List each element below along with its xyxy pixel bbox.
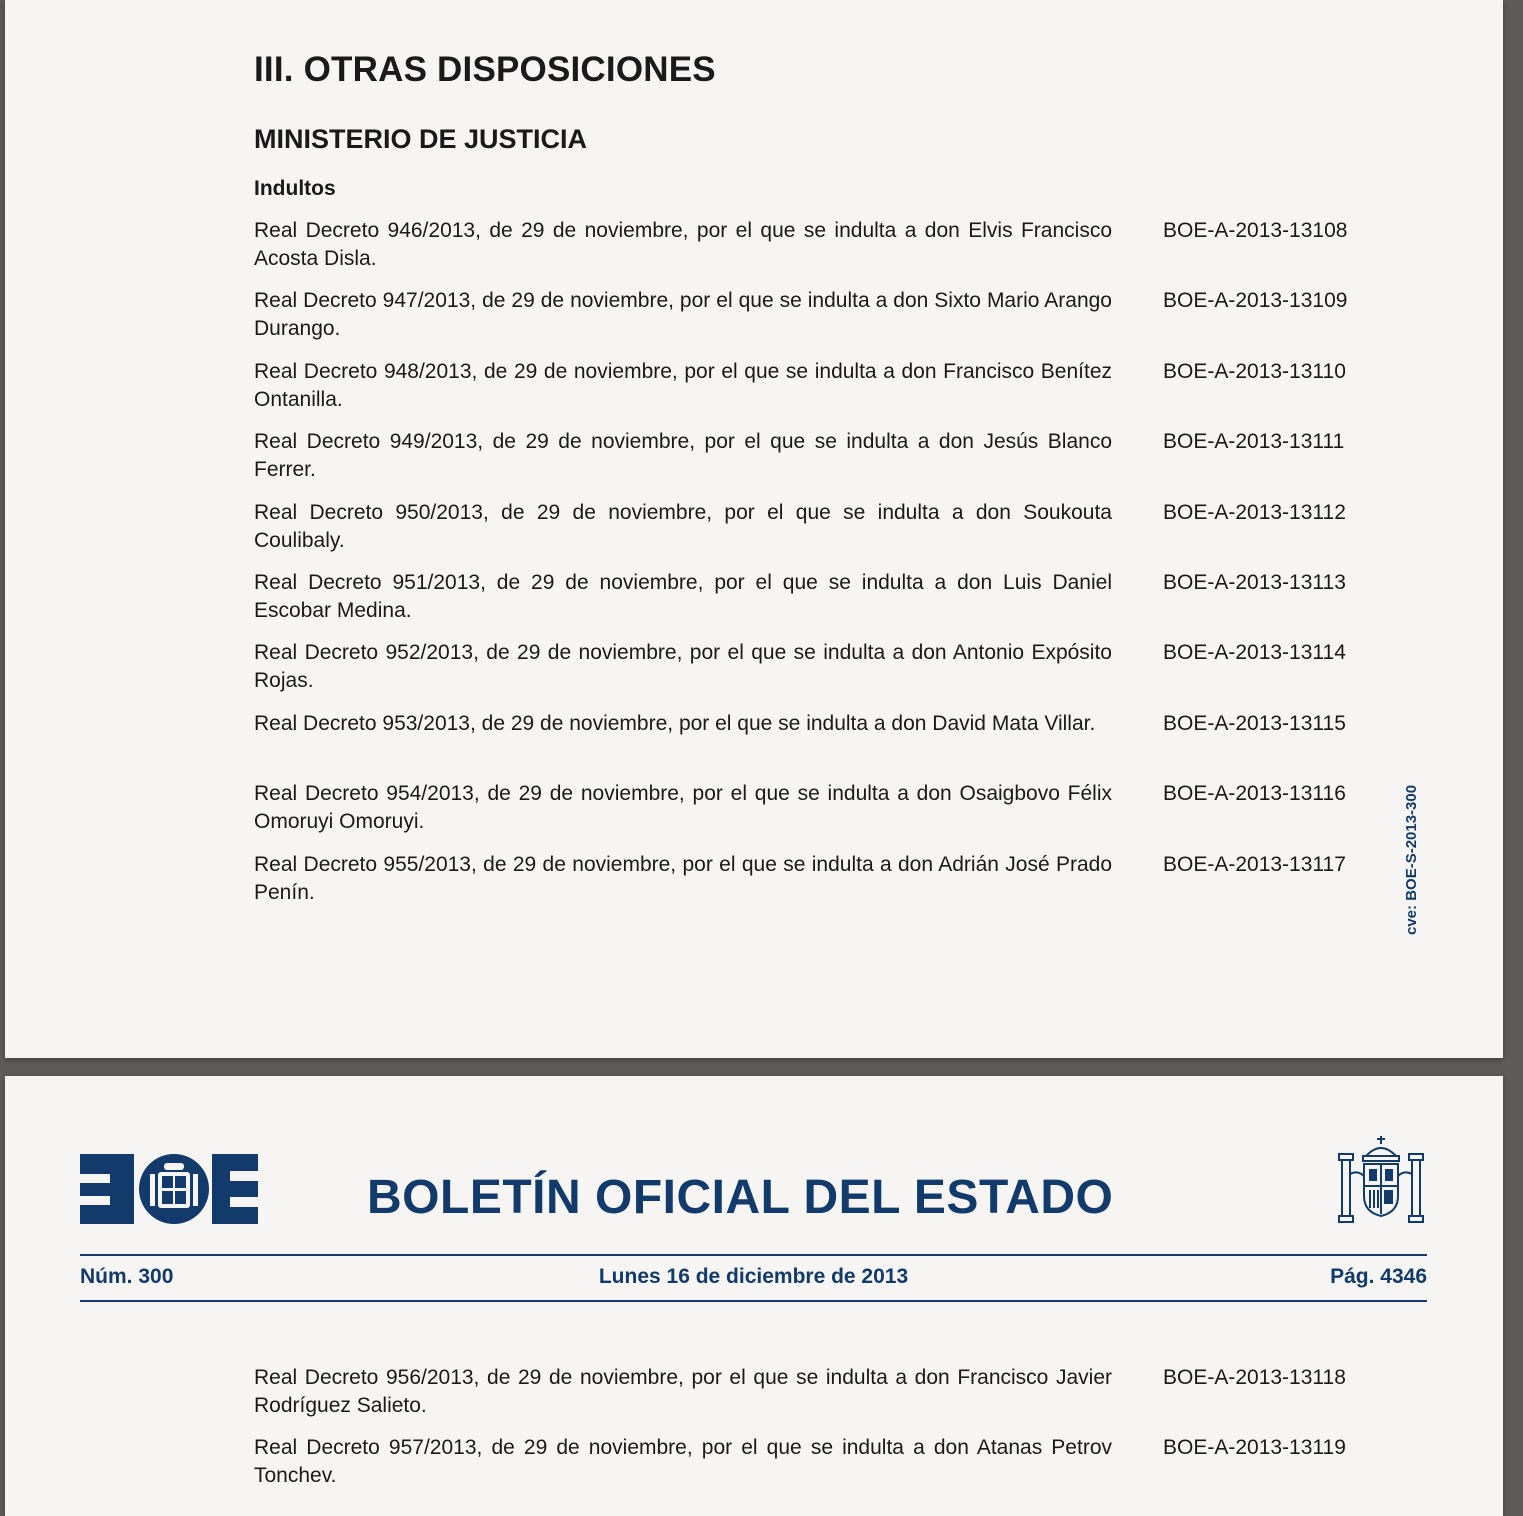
gazette-header-line [80, 1265, 1427, 1291]
decree-entry [254, 499, 1374, 569]
decree-text: Real Decreto 946/2013, de 29 de noviembre, por el que se indulta a don Elvis Francisco Acosta Disla. [254, 219, 1112, 270]
decree-list [254, 1364, 1374, 1505]
decree-text: Real Decreto 948/2013, de 29 de noviembre, por el que se indulta a don Francisco Benítez Ontanilla. [254, 359, 1112, 411]
gazette-title: BOLETÍN OFICIAL DEL ESTADO [367, 1171, 1114, 1224]
page-number: Pág. 4346 [1330, 1265, 1427, 1288]
decree-entry [254, 780, 1374, 850]
decree-text: Real Decreto 950/2013, de 29 de noviembre, por el que se indulta a don Soukouta Coulibaly. [254, 500, 1112, 552]
decree-text: Real Decreto 956/2013, de 29 de noviembre, por el que se indulta a don Francisco Javier Rodríguez Salieto. [254, 1366, 1112, 1417]
decree-entry [254, 1434, 1374, 1504]
decree-text: Real Decreto 954/2013, de 29 de noviembre, por el que se indulta a don Osaigbovo Félix Omoruyi Omoruyi. [254, 782, 1112, 834]
header-rule-top [80, 1254, 1427, 1256]
coat-of-arms-icon [1336, 1134, 1426, 1226]
decree-reference: BOE-A-2013-13115 [1163, 711, 1346, 735]
decree-reference: BOE-A-2013-13111 [1163, 430, 1345, 454]
decree-entry [254, 217, 1374, 287]
decree-entry [254, 287, 1374, 357]
decree-reference: BOE-A-2013-13114 [1163, 641, 1346, 665]
issue-date: Lunes 16 de diciembre de 2013 [598, 1265, 909, 1288]
decree-text: Real Decreto 957/2013, de 29 de noviembre, por el que se indulta a don Atanas Petrov Tonchev. [254, 1436, 1112, 1488]
decree-text: Real Decreto 947/2013, de 29 de noviembre, por el que se indulta a don Sixto Mario Arango Durango. [254, 289, 1112, 341]
document-page-2 [5, 1076, 1503, 1516]
issue-number: Núm. 300 [80, 1265, 174, 1288]
decree-text: Real Decreto 953/2013, de 29 de noviembre, por el que se indulta a don David Mata Villar. [254, 711, 1096, 735]
decree-text: Real Decreto 949/2013, de 29 de noviembre, por el que se indulta a don Jesús Blanco Ferrer. [254, 430, 1112, 482]
decree-reference: BOE-A-2013-13118 [1163, 1366, 1346, 1389]
decree-reference: BOE-A-2013-13109 [1163, 289, 1348, 313]
decree-reference: BOE-A-2013-13119 [1163, 1436, 1346, 1460]
cve-text: cve: BOE-S-2013-300 [1403, 784, 1420, 935]
decree-entry [254, 428, 1374, 498]
decree-entry [254, 1364, 1374, 1434]
decree-text: Real Decreto 955/2013, de 29 de noviembre, por el que se indulta a don Adrián José Prado Penín. [254, 852, 1112, 904]
decree-reference: BOE-A-2013-13112 [1163, 500, 1346, 524]
decree-entry [254, 358, 1374, 428]
decree-reference: BOE-A-2013-13113 [1163, 570, 1346, 594]
section-title: III. OTRAS DISPOSICIONES [254, 50, 716, 89]
boe-logo-icon [80, 1154, 258, 1224]
decree-reference: BOE-A-2013-13108 [1163, 219, 1348, 242]
decree-reference: BOE-A-2013-13116 [1163, 782, 1346, 806]
decree-reference: BOE-A-2013-13117 [1163, 852, 1346, 876]
document-page-1 [5, 0, 1503, 1058]
decree-text: Real Decreto 952/2013, de 29 de noviembre, por el que se indulta a don Antonio Expósito Rojas. [254, 641, 1112, 693]
header-rule-bottom [80, 1300, 1427, 1302]
decree-list [254, 217, 1374, 921]
cve-vertical-label [1401, 757, 1423, 935]
decree-entry [254, 569, 1374, 639]
subsection-heading: Indultos [254, 177, 336, 200]
decree-text: Real Decreto 951/2013, de 29 de noviembre, por el que se indulta a don Luis Daniel Escobar Medina. [254, 570, 1112, 622]
decree-entry [254, 851, 1374, 921]
decree-entry [254, 710, 1374, 780]
decree-reference: BOE-A-2013-13110 [1163, 359, 1346, 383]
ministry-heading: MINISTERIO DE JUSTICIA [254, 124, 588, 154]
decree-entry [254, 639, 1374, 709]
